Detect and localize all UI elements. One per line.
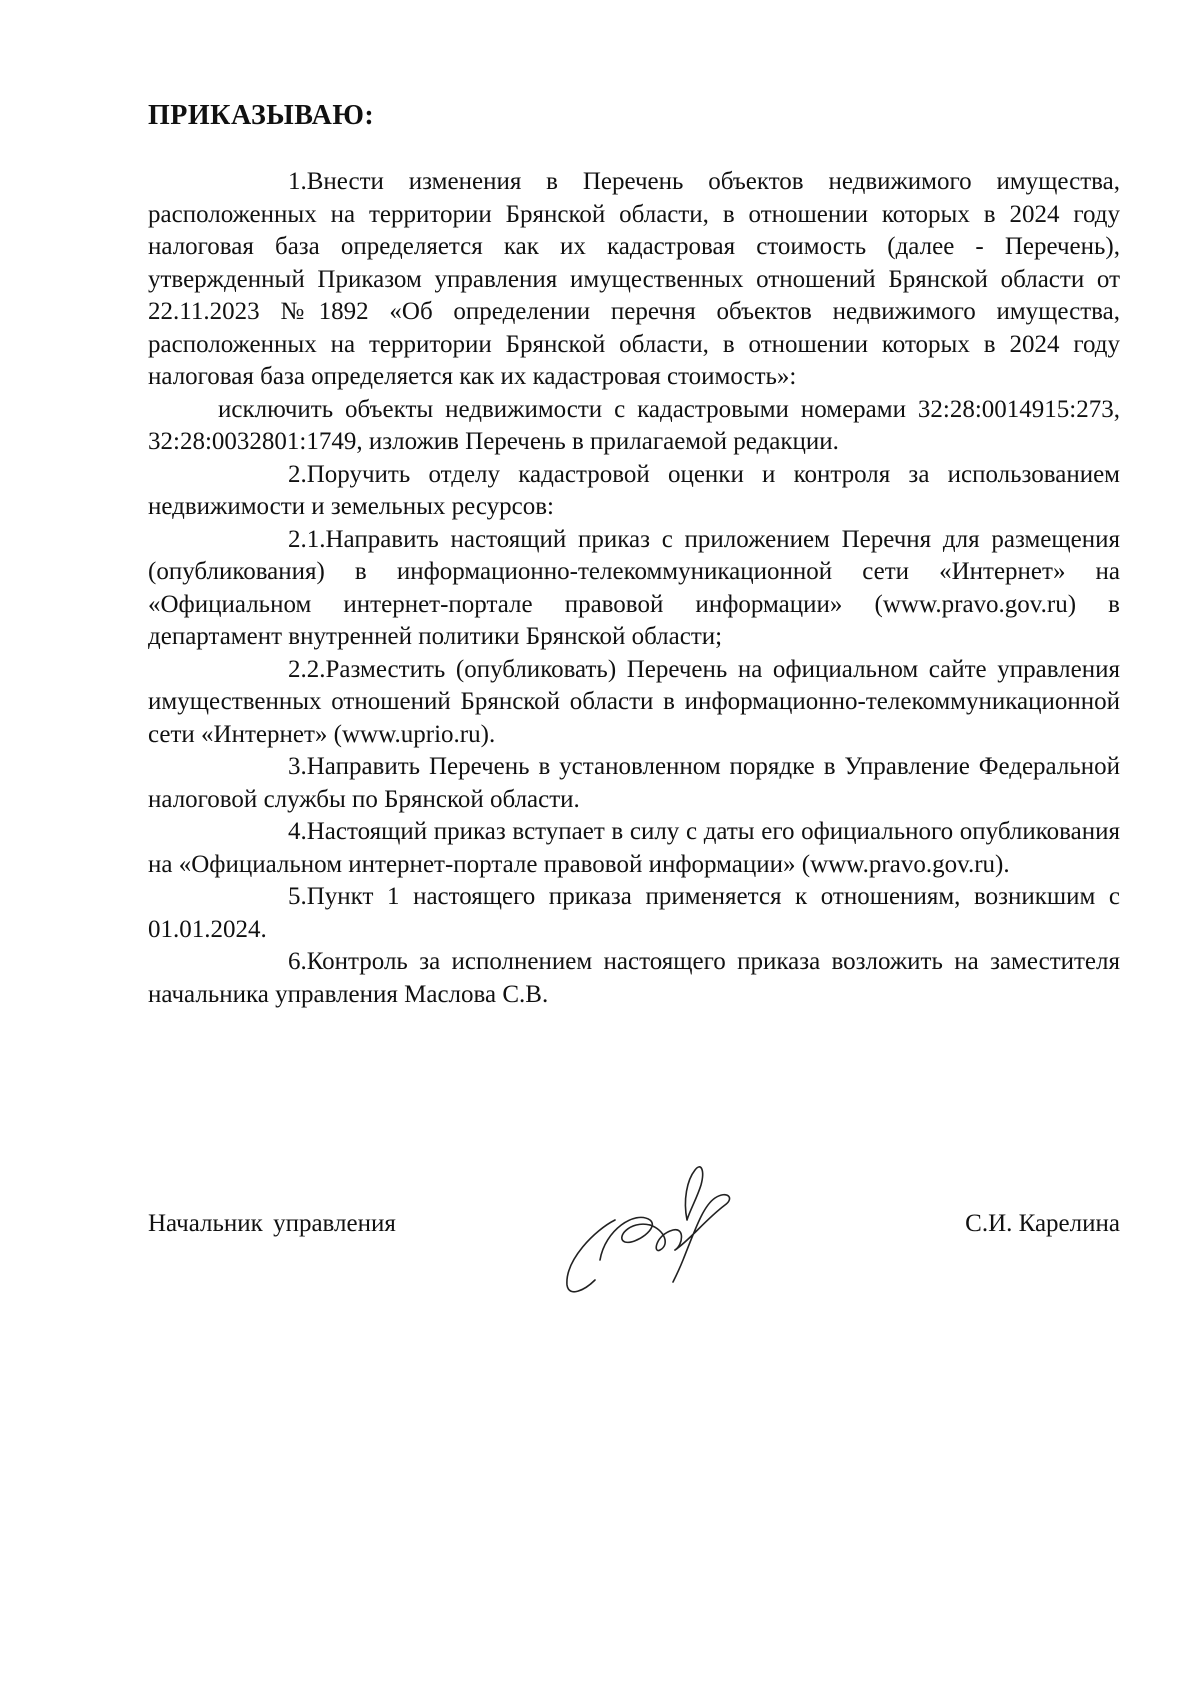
paragraph-5 bbox=[148, 881, 1120, 946]
paragraph-text: Направить настоящий приказ с приложением Перечня для размещения (опубликования) в информационно-телекоммуникационной сети «Интернет» на «Официальном интернет-портале правовой информации» (www.pravo.gov.ru) в департамент внутренней политики Брянской области; bbox=[148, 525, 1120, 650]
paragraph-text: Направить Перечень в установленном порядке в Управление Федеральной налоговой службы по Брянской области. bbox=[148, 753, 1120, 813]
paragraph-text: Пункт 1 настоящего приказа применяется к отношениям, возникшим с 01.01.2024. bbox=[148, 883, 1120, 943]
order-heading: ПРИКАЗЫВАЮ: bbox=[148, 100, 375, 131]
paragraph-text: Контроль за исполнением настоящего приказа возложить на заместителя начальника управления Маслова С.В. bbox=[148, 948, 1120, 1008]
signatory-name: С.И. Карелина bbox=[965, 1210, 1120, 1237]
paragraph-text: Внести изменения в Перечень объектов недвижимого имущества, расположенных на территории Брянской области, в отношении которых в 2024 году налоговая база определяется как их кадастровая стоимость (далее - Перечень), утвержденный Приказом управления имущественных отношений Брянской области от 22.11.2023 №1892 «Об определении перечня объектов недвижимого имущества, расположенных на территории Брянской области, в отношении которых в 2024 году налоговая база определяется как их кадастровая стоимость»: bbox=[148, 168, 1120, 390]
paragraph-text: Разместить (опубликовать) Перечень на официальном сайте управления имущественных отношений Брянской области в информационно-телекоммуникационной сети «Интернет» (www.uprio.ru). bbox=[148, 655, 1120, 748]
paragraph-1-continuation bbox=[148, 394, 1120, 459]
paragraph-4 bbox=[148, 816, 1120, 881]
paragraph-2 bbox=[148, 459, 1120, 524]
paragraph-6 bbox=[148, 946, 1120, 1011]
paragraph-number: 4. bbox=[288, 818, 307, 845]
paragraph-text: Настоящий приказ вступает в силу с даты его официального опубликования на «Официальном интернет-портале правовой информации» (www.pravo.gov.ru). bbox=[148, 818, 1120, 878]
paragraph-1 bbox=[148, 166, 1120, 394]
paragraph-number: 6. bbox=[288, 948, 307, 975]
paragraph-number: 2.1. bbox=[288, 525, 326, 553]
paragraph-text: исключить объекты недвижимости с кадастровыми номерами 32:28:0014915:273, 32:28:0032801:1749, изложив Перечень в прилагаемой редакции. bbox=[148, 395, 1120, 455]
paragraph-number: 2. bbox=[288, 460, 307, 488]
paragraph-2-2 bbox=[148, 654, 1120, 752]
paragraph-number: 3. bbox=[288, 753, 307, 780]
paragraph-number: 5. bbox=[288, 883, 307, 910]
paragraph-number: 2.2. bbox=[288, 655, 326, 683]
handwritten-signature bbox=[555, 1150, 755, 1300]
paragraph-number: 1. bbox=[288, 168, 307, 195]
paragraph-text: Поручить отделу кадастровой оценки и контроля за использованием недвижимости и земельных ресурсов: bbox=[148, 460, 1120, 520]
order-body bbox=[148, 166, 1120, 1011]
signatory-position: Начальник управления bbox=[148, 1210, 396, 1237]
paragraph-3 bbox=[148, 751, 1120, 816]
paragraph-2-1 bbox=[148, 524, 1120, 654]
